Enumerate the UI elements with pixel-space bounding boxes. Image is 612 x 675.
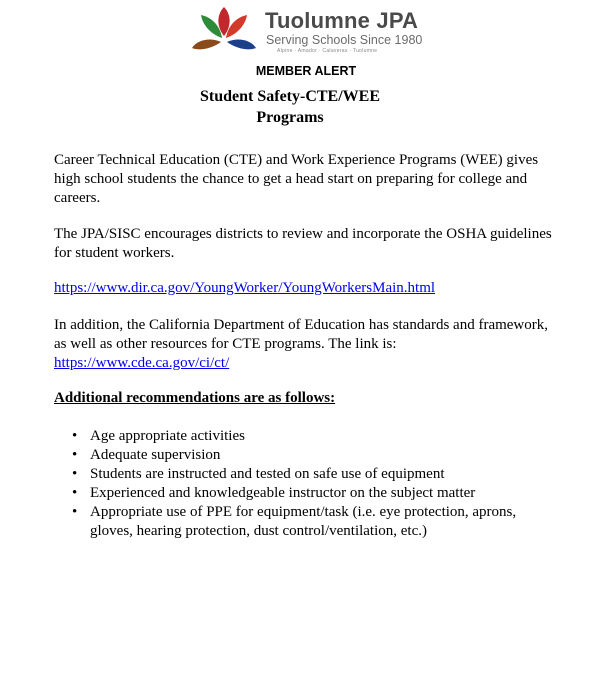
list-item: [54, 465, 554, 484]
logo: [191, 6, 431, 60]
list-item: [54, 427, 554, 446]
logo-counties: Alpine · Amador · Calaveras · Tuolumne: [277, 48, 378, 54]
list-item: [54, 484, 554, 503]
cde-paragraph: [54, 316, 549, 373]
list-item-text: Adequate supervision: [90, 447, 221, 463]
cde-paragraph-text: In addition, the California Department of Education has standards and framework, as well as other resources for CTE programs. The link is:: [54, 317, 549, 352]
bullet-dot: •: [72, 485, 78, 501]
list-item-text: Appropriate use of PPE for equipment/task (i.e. eye protection, aprons, gloves, hearing protection, dust control/ventilation, etc.): [90, 504, 517, 539]
osha-young-worker-link[interactable]: https://www.dir.ca.gov/YoungWorker/YoungWorkersMain.html: [54, 280, 436, 296]
lotus-leaves-icon: [191, 6, 257, 60]
bullet-dot: •: [72, 447, 78, 463]
member-alert-label: MEMBER ALERT: [255, 64, 357, 78]
title-line-1: Student Safety-CTE/WEE: [199, 88, 381, 105]
bullet-dot: •: [72, 466, 78, 482]
logo-leaf-brown: [192, 40, 221, 50]
logo-leaf-blue: [227, 40, 256, 50]
osha-link-paragraph: [54, 279, 554, 298]
bullet-dot: •: [72, 504, 78, 520]
recommendations-list: [54, 427, 554, 541]
osha-paragraph: The JPA/SISC encourages districts to review and incorporate the OSHA guidelines for student workers.: [54, 226, 552, 261]
intro-paragraph: Career Technical Education (CTE) and Work Experience Programs (WEE) gives high school students the chance to get a head start on preparing for college and careers.: [54, 152, 539, 206]
title-line-2: Programs: [256, 109, 324, 126]
bullet-dot: •: [72, 428, 78, 444]
recommendations-heading: Additional recommendations are as follows:: [54, 390, 336, 406]
list-item-text: Age appropriate activities: [90, 428, 245, 444]
page-title: [0, 86, 580, 128]
logo-name: Tuolumne JPA: [265, 8, 419, 33]
list-item: [54, 446, 554, 465]
list-item-text: Students are instructed and tested on safe use of equipment: [90, 466, 445, 482]
cde-cte-link[interactable]: https://www.cde.ca.gov/ci/ct/: [54, 355, 230, 371]
logo-tagline: Serving Schools Since 1980: [266, 33, 423, 47]
list-item-text: Experienced and knowledgeable instructor on the subject matter: [90, 485, 476, 501]
list-item: [54, 503, 554, 541]
